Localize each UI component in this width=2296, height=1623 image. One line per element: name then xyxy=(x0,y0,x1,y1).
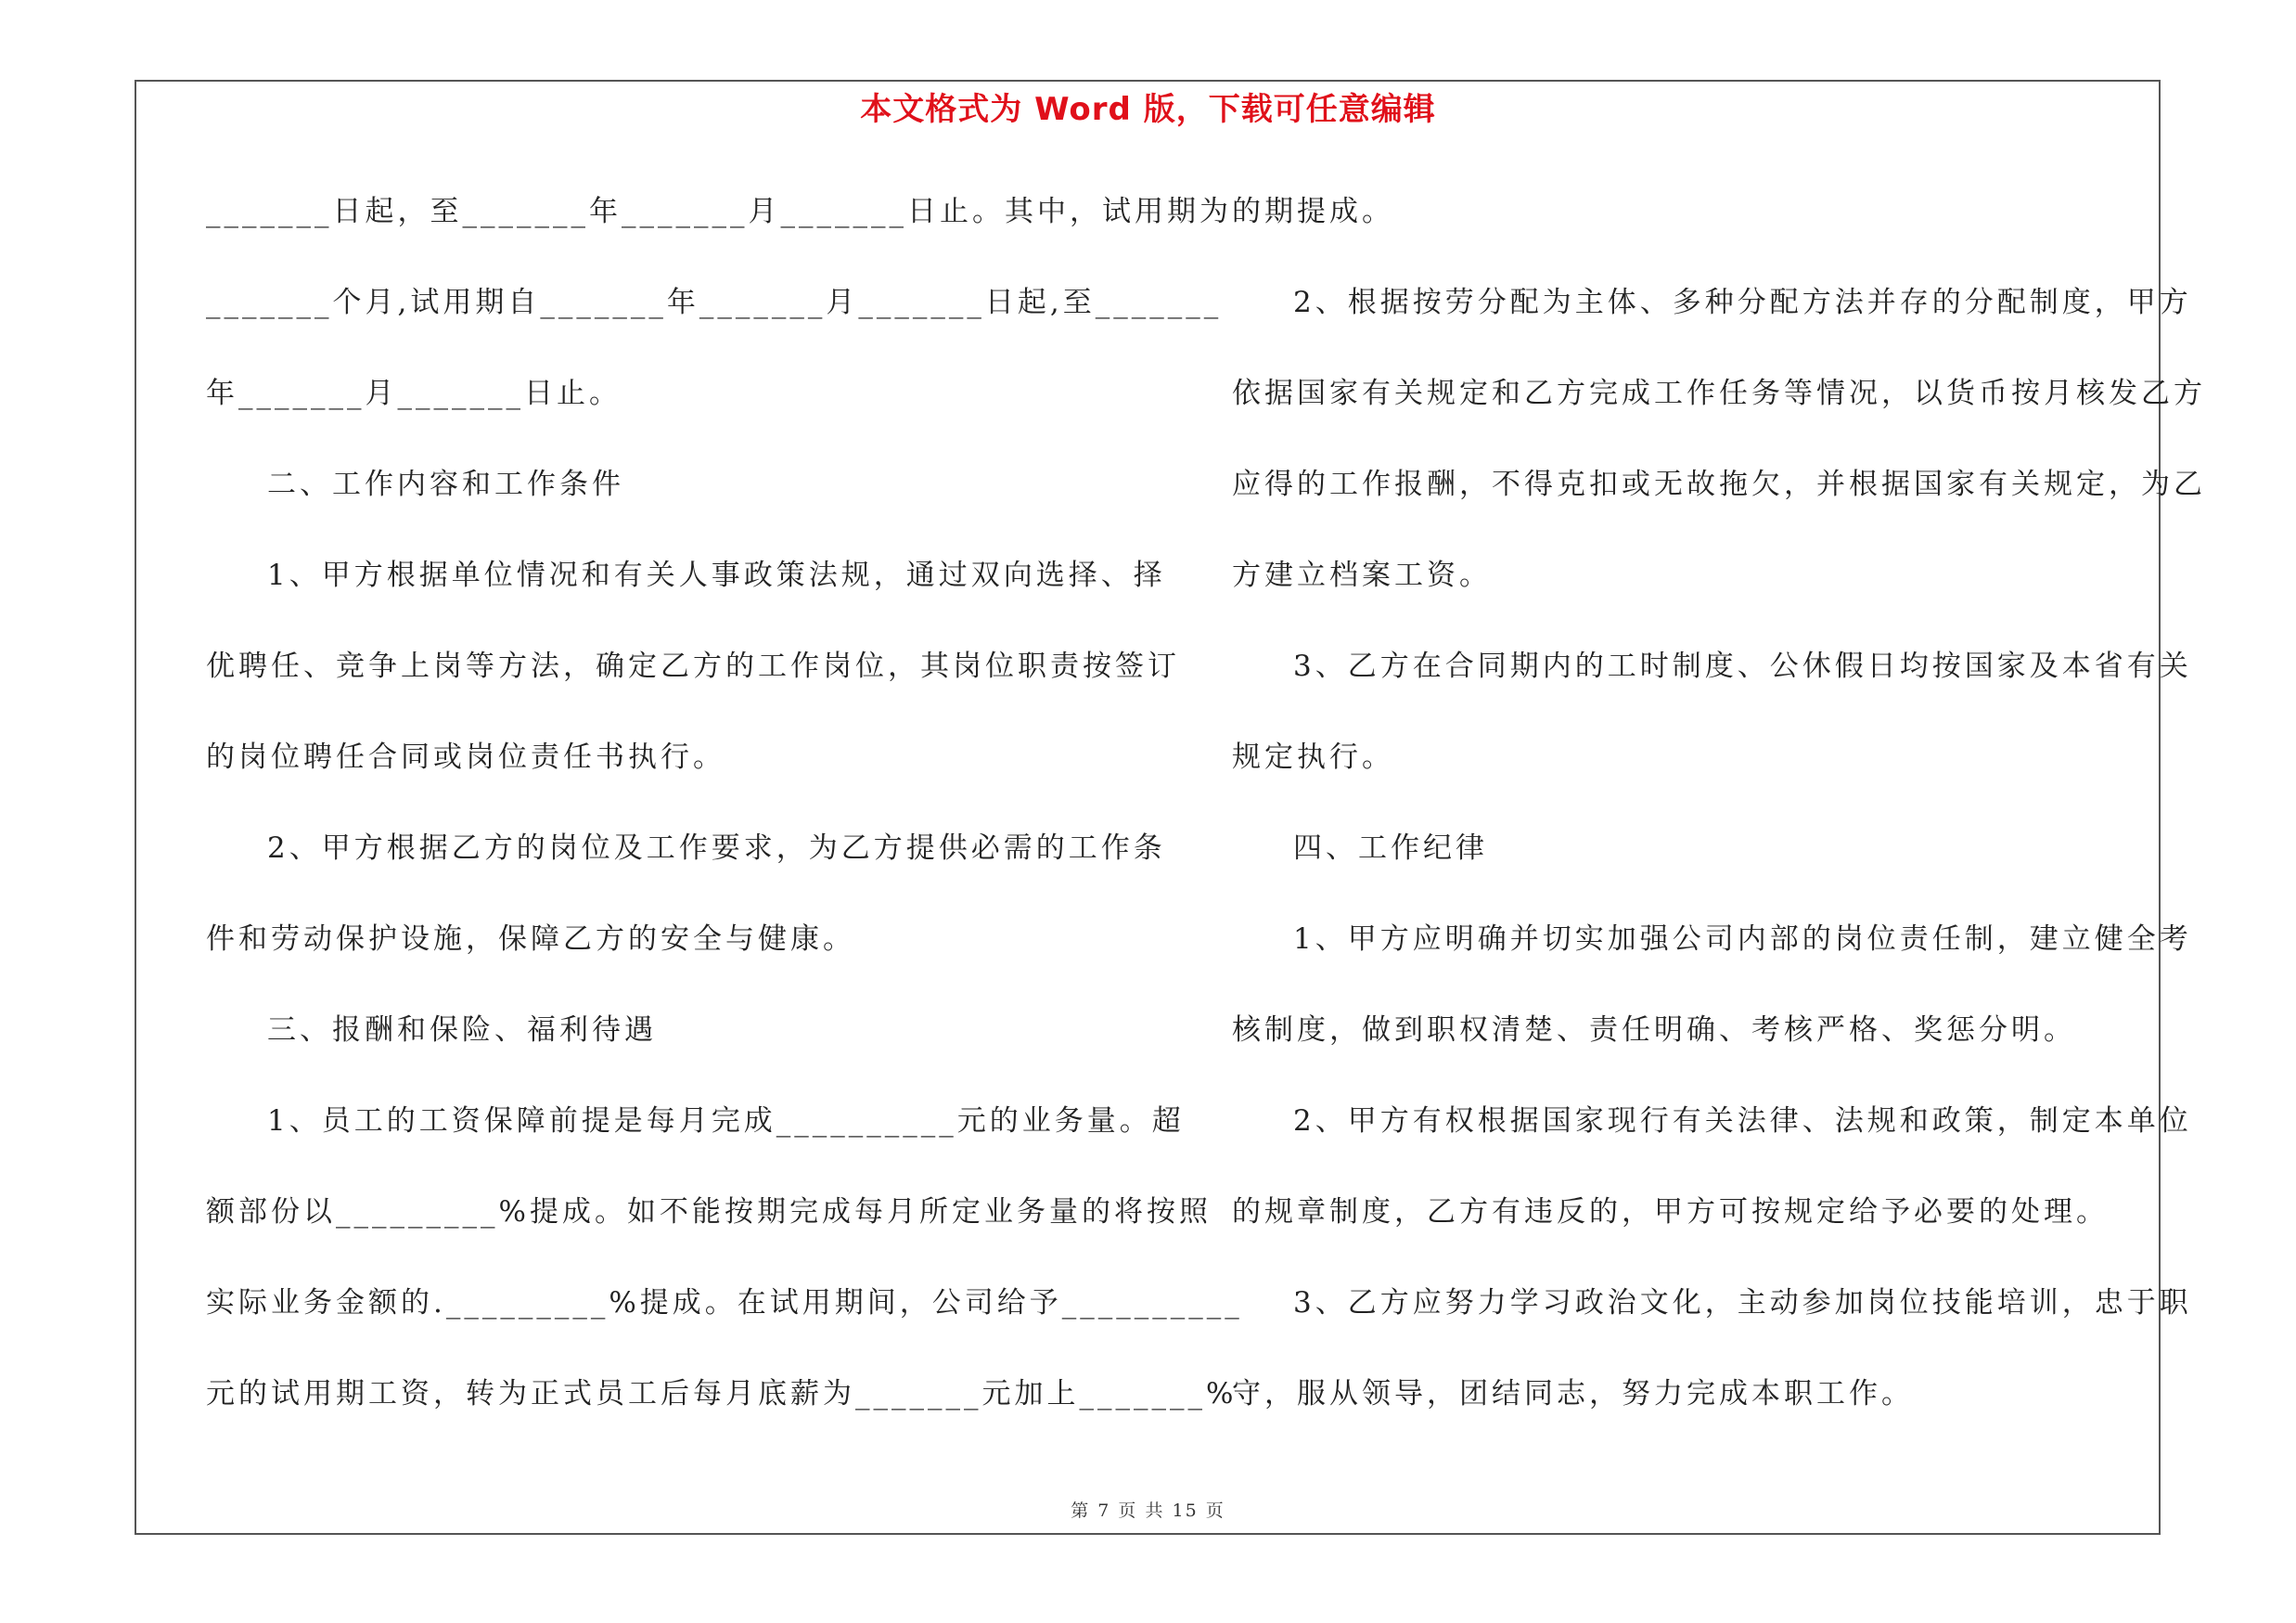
paragraph-line: 1、甲方根据单位情况和有关人事政策法规，通过双向选择、择 xyxy=(267,559,1166,592)
paragraph-line: 的期提成。 xyxy=(1232,195,1394,228)
paragraph-line: 额部份以_________%提成。如不能按期完成每月所定业务量的将按照 xyxy=(206,1195,1212,1229)
paragraph-line: 实际业务金额的._________%提成。在试用期间，公司给予__________ xyxy=(206,1286,1243,1320)
paragraph-line: 元的试用期工资，转为正式员工后每月底薪为_______元加上_______% xyxy=(206,1377,1238,1410)
paragraph-line: 1、员工的工资保障前提是每月完成__________元的业务量。超 xyxy=(267,1104,1185,1138)
paragraph-line: 的规章制度，乙方有违反的，甲方可按规定给予必要的处理。 xyxy=(1232,1195,2109,1229)
right-text-column xyxy=(1232,182,2206,1455)
section-heading: 四、工作纪律 xyxy=(1293,831,1488,865)
page-number: 第 7 页 共 15 页 xyxy=(1071,1501,1225,1521)
paragraph-line: 年_______月_______日止。 xyxy=(206,377,622,410)
paragraph-line: 的岗位聘任合同或岗位责任书执行。 xyxy=(206,741,725,774)
left-text-column xyxy=(206,182,1243,1455)
paragraph-line: 优聘任、竞争上岗等方法，确定乙方的工作岗位，其岗位职责按签订 xyxy=(206,650,1180,683)
paragraph-line: 方建立档案工资。 xyxy=(1232,559,1492,592)
paragraph-line: 2、甲方有权根据国家现行有关法律、法规和政策，制定本单位 xyxy=(1293,1104,2192,1138)
paragraph-line: 应得的工作报酬，不得克扣或无故拖欠，并根据国家有关规定，为乙 xyxy=(1232,468,2206,501)
paragraph-line: 1、甲方应明确并切实加强公司内部的岗位责任制，建立健全考 xyxy=(1293,922,2192,956)
paragraph-line: 守，服从领导，团结同志，努力完成本职工作。 xyxy=(1232,1377,1914,1410)
paragraph-line: _______日起，至_______年_______月_______日止。其中，试用期为 xyxy=(206,195,1232,228)
section-heading: 二、工作内容和工作条件 xyxy=(267,468,624,501)
paragraph-line: _______个月,试用期自_______年_______月_______日起,至_______ xyxy=(206,286,1223,319)
paragraph-line: 规定执行。 xyxy=(1232,741,1394,774)
section-heading: 三、报酬和保险、福利待遇 xyxy=(267,1013,657,1047)
paragraph-line: 2、甲方根据乙方的岗位及工作要求，为乙方提供必需的工作条 xyxy=(267,831,1166,865)
paragraph-line: 3、乙方在合同期内的工时制度、公休假日均按国家及本省有关 xyxy=(1293,650,2192,683)
word-format-notice: 本文格式为 Word 版，下载可任意编辑 xyxy=(860,91,1436,128)
paragraph-line: 3、乙方应努力学习政治文化，主动参加岗位技能培训，忠于职 xyxy=(1293,1286,2192,1320)
paragraph-line: 核制度，做到职权清楚、责任明确、考核严格、奖惩分明。 xyxy=(1232,1013,2076,1047)
paragraph-line: 2、根据按劳分配为主体、多种分配方法并存的分配制度，甲方 xyxy=(1293,286,2192,319)
paragraph-line: 件和劳动保护设施，保障乙方的安全与健康。 xyxy=(206,922,855,956)
paragraph-line: 依据国家有关规定和乙方完成工作任务等情况，以货币按月核发乙方 xyxy=(1232,377,2206,410)
